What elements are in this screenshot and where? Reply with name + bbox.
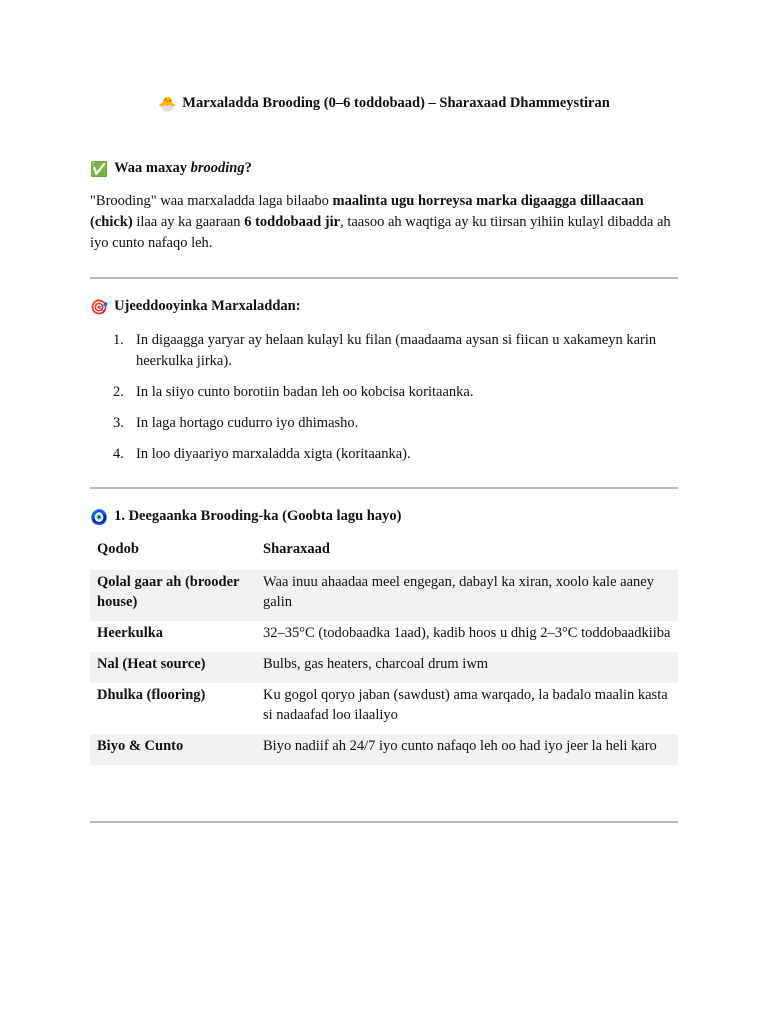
para-bold-1: maalinta ugu horreysa marka digaagga dillaacaan (chick) xyxy=(90,193,644,230)
heading-prefix: Waa maxay xyxy=(114,160,191,176)
list-item-text: In la siiyo cunto borotiin badan leh oo kobcisa koritaanka. xyxy=(136,384,474,400)
nazar-amulet-icon: 🧿 xyxy=(90,510,109,526)
para-text-2: ilaa ay ka gaaraan xyxy=(132,214,245,230)
list-item-text: In laga hortago cudurro iyo dhimasho. xyxy=(136,415,359,431)
table-cell-key: Qolal gaar ah (brooder house) xyxy=(90,570,256,621)
table-cell-key: Dhulka (flooring) xyxy=(97,687,206,703)
list-item xyxy=(113,330,678,372)
definition-paragraph xyxy=(90,191,678,254)
divider-2 xyxy=(90,487,678,489)
page-title-text: Marxaladda Brooding (0–6 toddobaad) – Sharaxaad Dhammeystiran xyxy=(182,95,610,111)
column-header-sharaxaad: Sharaxaad xyxy=(263,541,330,557)
list-item-number: 4. xyxy=(113,446,124,462)
para-bold-2: 6 toddobaad jir xyxy=(244,214,341,230)
environment-heading-text: 1. Deegaanka Brooding-ka (Goobta lagu hayo) xyxy=(114,508,402,524)
table-cell-key: Nal (Heat source) xyxy=(90,652,256,683)
list-item xyxy=(113,413,678,434)
list-item-text: In loo diyaariyo marxaladda xigta (koritaanka). xyxy=(136,446,411,462)
table-cell-key: Biyo & Cunto xyxy=(90,734,256,765)
table-row xyxy=(90,621,678,652)
goals-heading-text: Ujeeddooyinka Marxaladdan: xyxy=(114,298,301,314)
list-item xyxy=(113,444,678,465)
divider-3 xyxy=(90,821,678,823)
table-cell-key: Heerkulka xyxy=(97,625,164,641)
section-heading-environment xyxy=(90,508,401,527)
list-item xyxy=(113,382,678,403)
table-row xyxy=(90,570,678,621)
brooding-environment-table xyxy=(90,538,678,765)
section-heading-what xyxy=(90,160,252,179)
column-header-qodob: Qodob xyxy=(97,541,139,557)
list-item-text: In digaagga yaryar ay helaan kulayl ku filan (maadaama aysan si fiican u xakameyn karin heerkulka jirka). xyxy=(136,332,657,369)
check-mark-icon: ✅ xyxy=(90,162,109,178)
para-text-1: "Brooding" waa marxaladda laga bilaabo xyxy=(90,193,333,209)
target-icon: 🎯 xyxy=(90,300,109,316)
table-cell-value: Biyo nadiif ah 24/7 iyo cunto nafaqo leh oo had iyo jeer la heli karo xyxy=(256,734,678,765)
page-title xyxy=(90,95,678,114)
list-item-number: 1. xyxy=(113,332,124,348)
table-row xyxy=(90,734,678,765)
list-item-number: 3. xyxy=(113,415,124,431)
list-item-number: 2. xyxy=(113,384,124,400)
table-cell-value: Bulbs, gas heaters, charcoal drum iwm xyxy=(256,652,678,683)
section-heading-goals xyxy=(90,298,301,317)
heading-italic: brooding xyxy=(190,160,245,176)
hatching-chick-icon: 🐣 xyxy=(158,97,177,113)
goals-list xyxy=(90,330,678,475)
table-cell-value: Ku gogol qoryo jaban (sawdust) ama warqado, la badalo maalin kasta si nadaafad loo ilaaliyo xyxy=(263,687,668,723)
table-cell-value: Waa inuu ahaadaa meel engegan, dabayl ka xiran, xoolo kale aaney galin xyxy=(256,570,678,621)
table-header-row xyxy=(90,538,678,570)
para-text-3: , taasoo ah waqtiga ay ku tiirsan yihiin kulayl dibadda ah iyo cunto nafaqo leh. xyxy=(90,214,671,251)
table-row xyxy=(90,652,678,683)
table-cell-value: 32–35°C (todobaadka 1aad), kadib hoos u dhig 2–3°C toddobaadkiiba xyxy=(263,625,671,641)
heading-suffix: ? xyxy=(244,160,252,176)
table-row xyxy=(90,683,678,734)
divider-1 xyxy=(90,277,678,279)
